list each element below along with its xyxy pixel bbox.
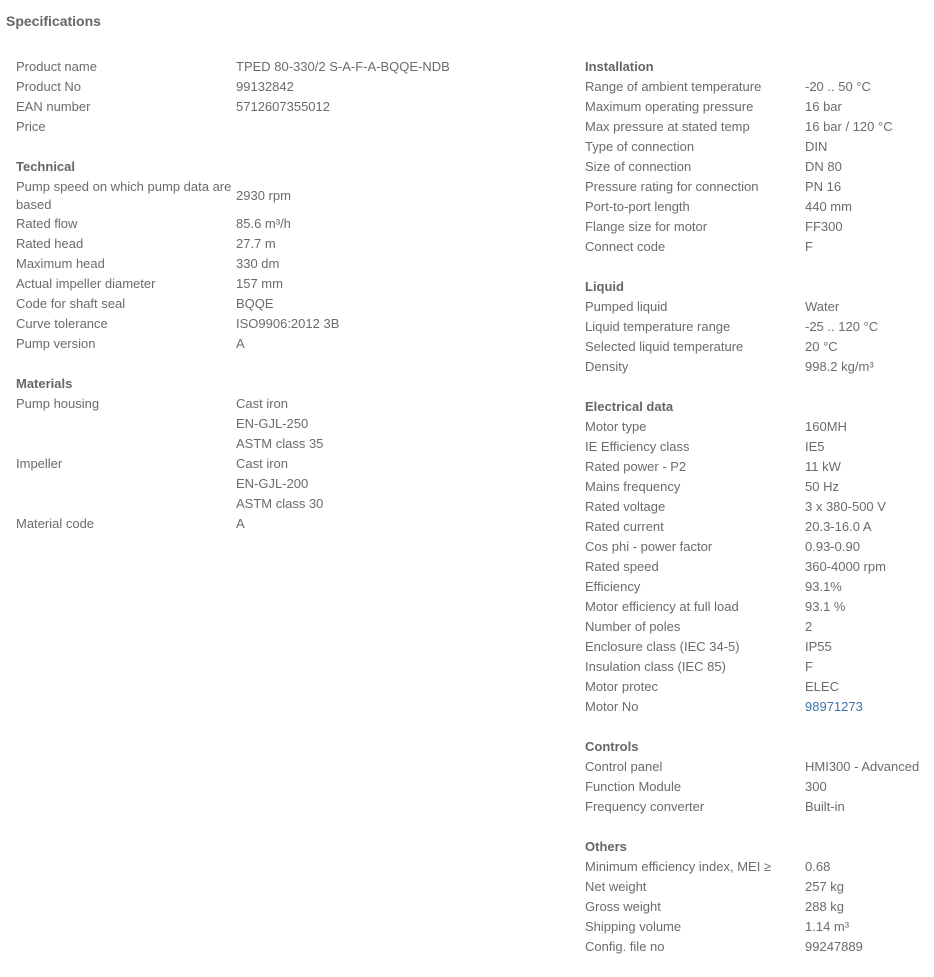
spec-label: Product No [16, 79, 82, 94]
spec-row [585, 317, 930, 337]
spec-value: 93.1 % [805, 599, 846, 614]
spec-value: A [236, 336, 245, 351]
spec-row [585, 937, 930, 957]
spec-row [585, 297, 930, 317]
spec-label [16, 434, 236, 454]
spec-value: EN-GJL-200 [236, 476, 309, 491]
general-section [16, 57, 556, 137]
spec-row [16, 294, 556, 314]
spec-label: Motor No [585, 699, 639, 714]
spec-value: PN 16 [805, 179, 842, 194]
spec-value: 99247889 [805, 939, 863, 954]
spec-label: Gross weight [585, 899, 661, 914]
spec-value: Water [805, 299, 840, 314]
motor-no-link[interactable]: 98971273 [805, 699, 863, 714]
spec-row [585, 657, 930, 677]
spec-row [16, 274, 556, 294]
spec-label: Curve tolerance [16, 316, 108, 331]
spec-label: Range of ambient temperature [585, 79, 762, 94]
spec-row [585, 97, 930, 117]
spec-row [16, 314, 556, 334]
spec-row [16, 97, 556, 117]
technical-section [16, 157, 556, 354]
spec-row [16, 434, 556, 454]
spec-label: Pump version [16, 336, 96, 351]
spec-label: Insulation class (IEC 85) [585, 659, 726, 674]
spec-row [585, 337, 930, 357]
spec-value: EN-GJL-250 [236, 416, 309, 431]
spec-value: F [805, 659, 813, 674]
left-column [16, 57, 556, 554]
spec-value: 11 kW [805, 459, 841, 474]
spec-row [585, 117, 930, 137]
spec-label: Motor type [585, 419, 647, 434]
spec-value: 160MH [805, 419, 847, 434]
spec-value: 93.1% [805, 579, 842, 594]
spec-label: Material code [16, 516, 95, 531]
spec-value: 50 Hz [805, 479, 839, 494]
spec-value: IP55 [805, 639, 832, 654]
spec-label [16, 414, 236, 434]
spec-label: Rated power - P2 [585, 459, 687, 474]
spec-label: Connect code [585, 239, 666, 254]
spec-value: 20 °C [805, 339, 838, 354]
spec-row [16, 214, 556, 234]
spec-value: ELEC [805, 679, 839, 694]
section-title: Liquid [585, 279, 624, 294]
spec-row [16, 474, 556, 494]
spec-row [585, 777, 930, 797]
spec-row [16, 57, 556, 77]
spec-label: Enclosure class (IEC 34-5) [585, 639, 740, 654]
spec-value: 85.6 m³/h [236, 216, 291, 231]
spec-label: Size of connection [585, 159, 692, 174]
spec-row [585, 457, 930, 477]
spec-row [16, 117, 556, 137]
spec-row [585, 417, 930, 437]
spec-label [16, 474, 236, 494]
installation-section [585, 57, 930, 257]
spec-row [585, 857, 930, 877]
spec-row [585, 217, 930, 237]
spec-value: ASTM class 35 [236, 436, 324, 451]
right-column [585, 57, 930, 977]
spec-row [585, 557, 930, 577]
spec-value: 27.7 m [236, 236, 276, 251]
spec-row [585, 237, 930, 257]
spec-label: Cos phi - power factor [585, 539, 713, 554]
spec-label: Actual impeller diameter [16, 276, 156, 291]
spec-value: 0.93-0.90 [805, 539, 860, 554]
spec-value: 16 bar / 120 °C [805, 119, 893, 134]
spec-label: Function Module [585, 779, 682, 794]
spec-value: 99132842 [236, 79, 294, 94]
spec-row [585, 177, 930, 197]
spec-label: Rated current [585, 519, 664, 534]
spec-value: 2930 rpm [236, 187, 291, 203]
spec-row [16, 514, 556, 534]
others-section [585, 837, 930, 957]
spec-value: 300 [805, 779, 827, 794]
spec-label: Frequency converter [585, 799, 705, 814]
spec-label: Pump housing [16, 396, 100, 411]
spec-value: 998.2 kg/m³ [805, 359, 874, 374]
spec-row [585, 637, 930, 657]
spec-label: Minimum efficiency index, MEI ≥ [585, 859, 772, 874]
spec-value: DN 80 [805, 159, 842, 174]
spec-label: Rated speed [585, 559, 659, 574]
spec-label: Number of poles [585, 619, 681, 634]
spec-row [16, 494, 556, 514]
spec-row [16, 454, 556, 474]
spec-label: Rated head [16, 236, 84, 251]
controls-section [585, 737, 930, 817]
spec-value: IE5 [805, 439, 825, 454]
spec-row [585, 157, 930, 177]
spec-row [585, 137, 930, 157]
spec-label: Motor efficiency at full load [585, 599, 739, 614]
spec-row [585, 897, 930, 917]
spec-row [585, 577, 930, 597]
spec-label: Config. file no [585, 939, 665, 954]
spec-label [16, 494, 236, 514]
spec-label: Product name [16, 59, 97, 74]
spec-value: HMI300 - Advanced [805, 759, 920, 774]
materials-section [16, 374, 556, 534]
spec-value: 257 kg [805, 879, 845, 894]
spec-row [16, 177, 556, 214]
spec-row [16, 77, 556, 97]
spec-row [585, 197, 930, 217]
electrical-section [585, 397, 930, 717]
spec-row [585, 797, 930, 817]
spec-row [585, 697, 930, 717]
spec-value: 440 mm [805, 199, 852, 214]
spec-row [585, 617, 930, 637]
spec-row [16, 414, 556, 434]
spec-row [585, 597, 930, 617]
spec-row [585, 77, 930, 97]
spec-label: Code for shaft seal [16, 296, 126, 311]
spec-value: 3 x 380-500 V [805, 499, 886, 514]
spec-value: FF300 [805, 219, 843, 234]
section-title: Controls [585, 739, 639, 754]
spec-value: 157 mm [236, 276, 283, 291]
spec-label: Price [16, 119, 46, 134]
spec-row [585, 917, 930, 937]
section-title: Technical [16, 159, 76, 174]
section-title: Installation [585, 59, 654, 74]
spec-label: Pumped liquid [585, 299, 668, 314]
spec-value: 360-4000 rpm [805, 559, 886, 574]
spec-value: Cast iron [236, 456, 289, 471]
spec-label: Maximum operating pressure [585, 99, 754, 114]
spec-label: Flange size for motor [585, 219, 708, 234]
spec-value: ASTM class 30 [236, 496, 324, 511]
spec-value: Cast iron [236, 396, 289, 411]
spec-row [585, 757, 930, 777]
spec-value: 5712607355012 [236, 99, 330, 114]
spec-value: ISO9906:2012 3B [236, 316, 340, 331]
spec-label: Shipping volume [585, 919, 682, 934]
spec-value: -25 .. 120 °C [805, 319, 879, 334]
spec-label: Efficiency [585, 579, 641, 594]
spec-label: Port-to-port length [585, 199, 690, 214]
spec-row [16, 334, 556, 354]
spec-row [585, 677, 930, 697]
spec-value: F [805, 239, 813, 254]
spec-label: Net weight [585, 879, 647, 894]
spec-label: Pressure rating for connection [585, 179, 759, 194]
section-title: Electrical data [585, 399, 674, 414]
spec-row [16, 234, 556, 254]
spec-value: 0.68 [805, 859, 831, 874]
spec-value: 20.3-16.0 A [805, 519, 872, 534]
page-title: Specifications [6, 13, 101, 29]
spec-row [585, 477, 930, 497]
spec-value [236, 117, 556, 137]
section-title: Others [585, 839, 627, 854]
spec-label: Rated flow [16, 216, 78, 231]
spec-label: Impeller [16, 456, 63, 471]
spec-value: 1.14 m³ [805, 919, 850, 934]
spec-row [585, 497, 930, 517]
spec-label: Maximum head [16, 256, 105, 271]
spec-value: 330 dm [236, 256, 280, 271]
spec-row [585, 537, 930, 557]
spec-label: Control panel [585, 759, 663, 774]
spec-row [585, 437, 930, 457]
spec-value: 288 kg [805, 899, 845, 914]
spec-row [585, 877, 930, 897]
spec-label: EAN number [16, 99, 91, 114]
spec-label: Liquid temperature range [585, 319, 731, 334]
spec-row [16, 394, 556, 414]
spec-label: Motor protec [585, 679, 658, 694]
liquid-section [585, 277, 930, 377]
spec-value: 16 bar [805, 99, 842, 114]
spec-label: Max pressure at stated temp [585, 119, 750, 134]
spec-value: DIN [805, 139, 828, 154]
spec-label: Mains frequency [585, 479, 681, 494]
spec-value: Built-in [805, 799, 845, 814]
spec-value: TPED 80-330/2 S-A-F-A-BQQE-NDB [236, 59, 450, 74]
spec-label: IE Efficiency class [585, 439, 690, 454]
spec-row [585, 517, 930, 537]
spec-label: Rated voltage [585, 499, 666, 514]
spec-value: 2 [805, 619, 813, 634]
spec-label: Density [585, 359, 629, 374]
spec-label: Pump speed on which pump data are based [16, 178, 232, 212]
spec-label: Selected liquid temperature [585, 339, 744, 354]
spec-value: A [236, 516, 245, 531]
spec-value: BQQE [236, 296, 274, 311]
spec-label: Type of connection [585, 139, 695, 154]
spec-row [585, 357, 930, 377]
spec-value [805, 697, 930, 717]
spec-row [16, 254, 556, 274]
spec-value: -20 .. 50 °C [805, 79, 871, 94]
section-title: Materials [16, 376, 73, 391]
